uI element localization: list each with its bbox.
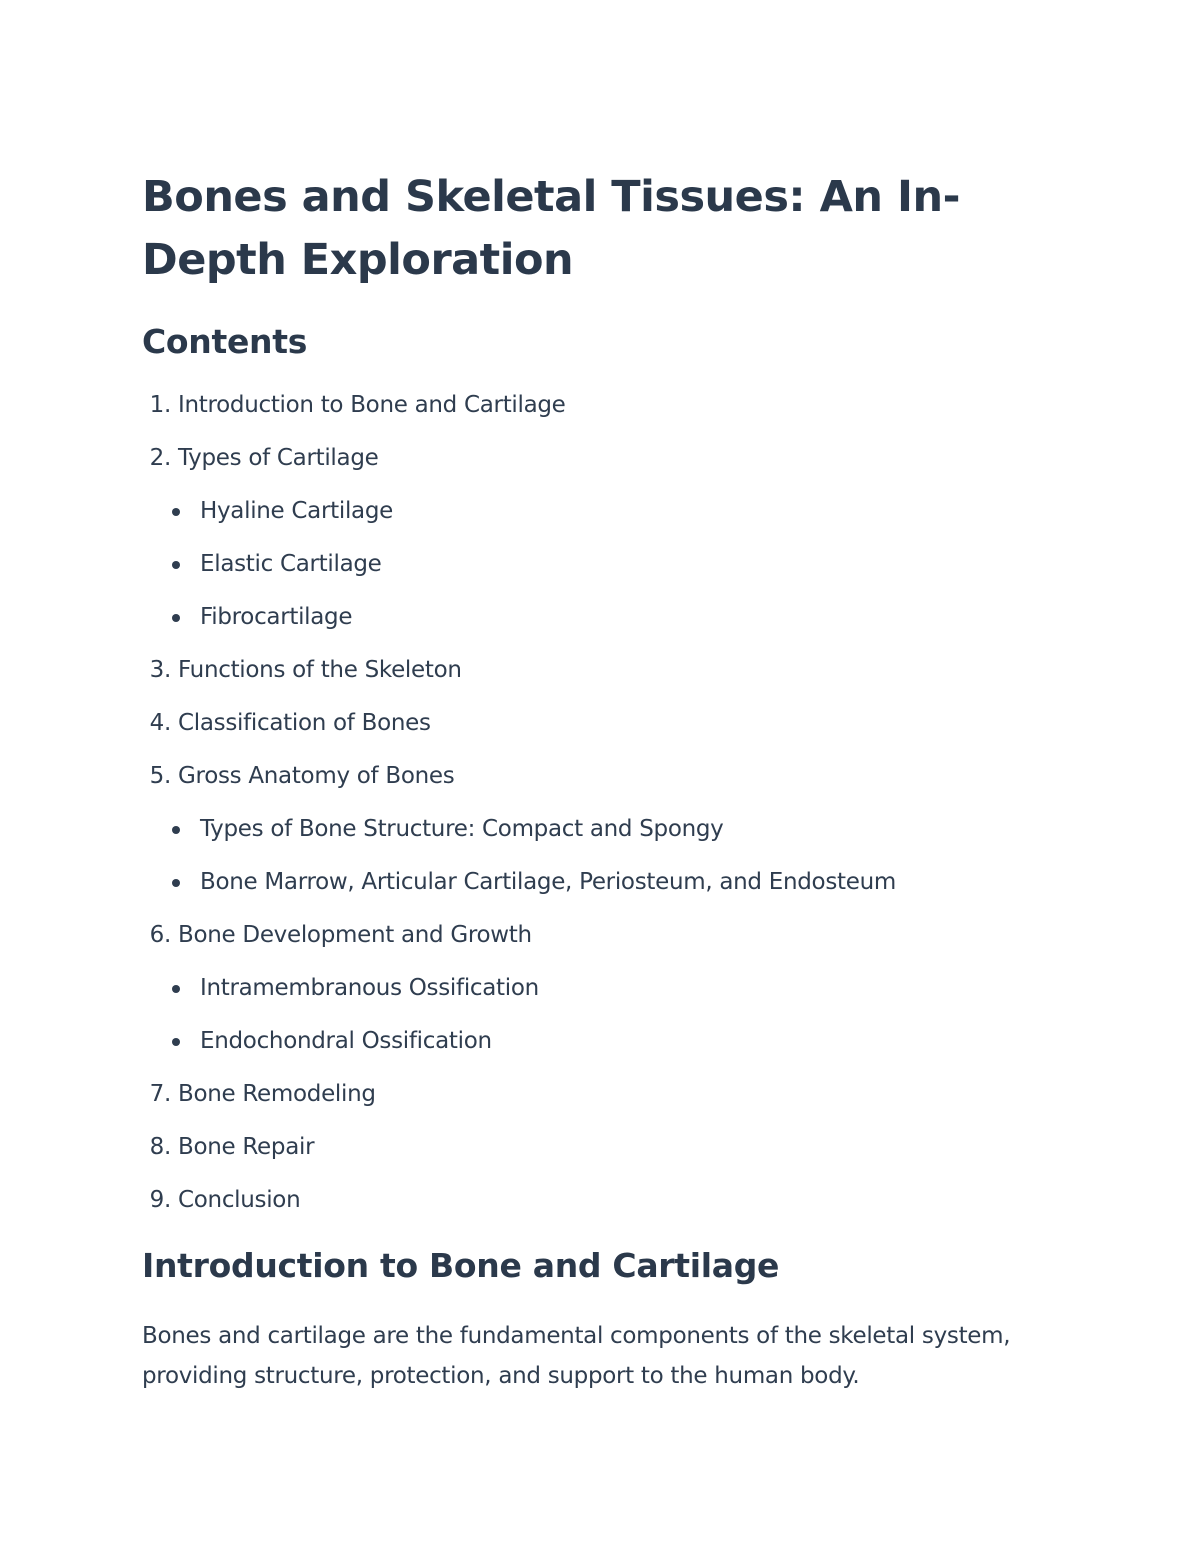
toc-item-label: Bone Remodeling [178,1081,376,1107]
toc-item-number: 6. [149,922,171,948]
contents-heading: Contents [142,322,308,361]
toc-item-number: 3. [149,657,171,683]
toc-item[interactable] [142,762,1042,791]
toc-subitem-label: Elastic Cartilage [200,551,382,577]
toc-item-label: Introduction to Bone and Cartilage [178,392,566,418]
bullet-icon [172,985,180,993]
toc-item-label: Classification of Bones [178,710,431,736]
toc-item[interactable] [142,656,1042,685]
toc-subitem[interactable] [142,974,1042,1003]
toc-item-number: 7. [149,1081,171,1107]
bullet-icon [172,1038,180,1046]
toc-item[interactable] [142,444,1042,473]
document-title: Bones and Skeletal Tissues: An In-Depth Exploration [142,172,960,285]
bullet-icon [172,826,180,834]
toc-item-label: Gross Anatomy of Bones [178,763,455,789]
toc-item-label: Bone Development and Growth [178,922,532,948]
toc-item[interactable] [142,921,1042,950]
toc-item-label: Types of Cartilage [178,445,379,471]
toc-subitem[interactable] [142,1027,1042,1056]
toc-subitem-label: Hyaline Cartilage [200,498,393,524]
toc-subitem-label: Endochondral Ossification [200,1028,492,1054]
bullet-icon [172,561,180,569]
toc-item[interactable] [142,1080,1042,1109]
bullet-icon [172,508,180,516]
bullet-icon [172,879,180,887]
toc-item-number: 1. [149,392,171,418]
toc-subitem[interactable] [142,550,1042,579]
toc-subitem[interactable] [142,603,1042,632]
toc-item[interactable] [142,1186,1042,1215]
toc-item-label: Conclusion [178,1187,301,1213]
toc-item[interactable] [142,391,1042,420]
table-of-contents [142,391,1042,1215]
toc-item-number: 8. [149,1134,171,1160]
toc-subitem-label: Intramembranous Ossification [200,975,539,1001]
toc-item-label: Bone Repair [178,1134,315,1160]
toc-subitem-label: Bone Marrow, Articular Cartilage, Periosteum, and Endosteum [200,869,896,895]
section-heading: Introduction to Bone and Cartilage [142,1246,780,1285]
section-body: Bones and cartilage are the fundamental components of the skeletal system, providing structure, protection, and support to the human body. [142,1323,1011,1389]
toc-subitem[interactable] [142,868,1042,897]
toc-item-number: 9. [149,1187,171,1213]
toc-item-label: Functions of the Skeleton [178,657,462,683]
toc-item-number: 5. [149,763,171,789]
bullet-icon [172,614,180,622]
document-page [142,166,1042,1389]
toc-item-number: 2. [149,445,171,471]
toc-item-number: 4. [149,710,171,736]
toc-subitem-label: Types of Bone Structure: Compact and Spongy [200,816,724,842]
toc-item[interactable] [142,1133,1042,1162]
toc-subitem[interactable] [142,815,1042,844]
toc-item[interactable] [142,709,1042,738]
toc-subitem-label: Fibrocartilage [200,604,353,630]
toc-subitem[interactable] [142,497,1042,526]
